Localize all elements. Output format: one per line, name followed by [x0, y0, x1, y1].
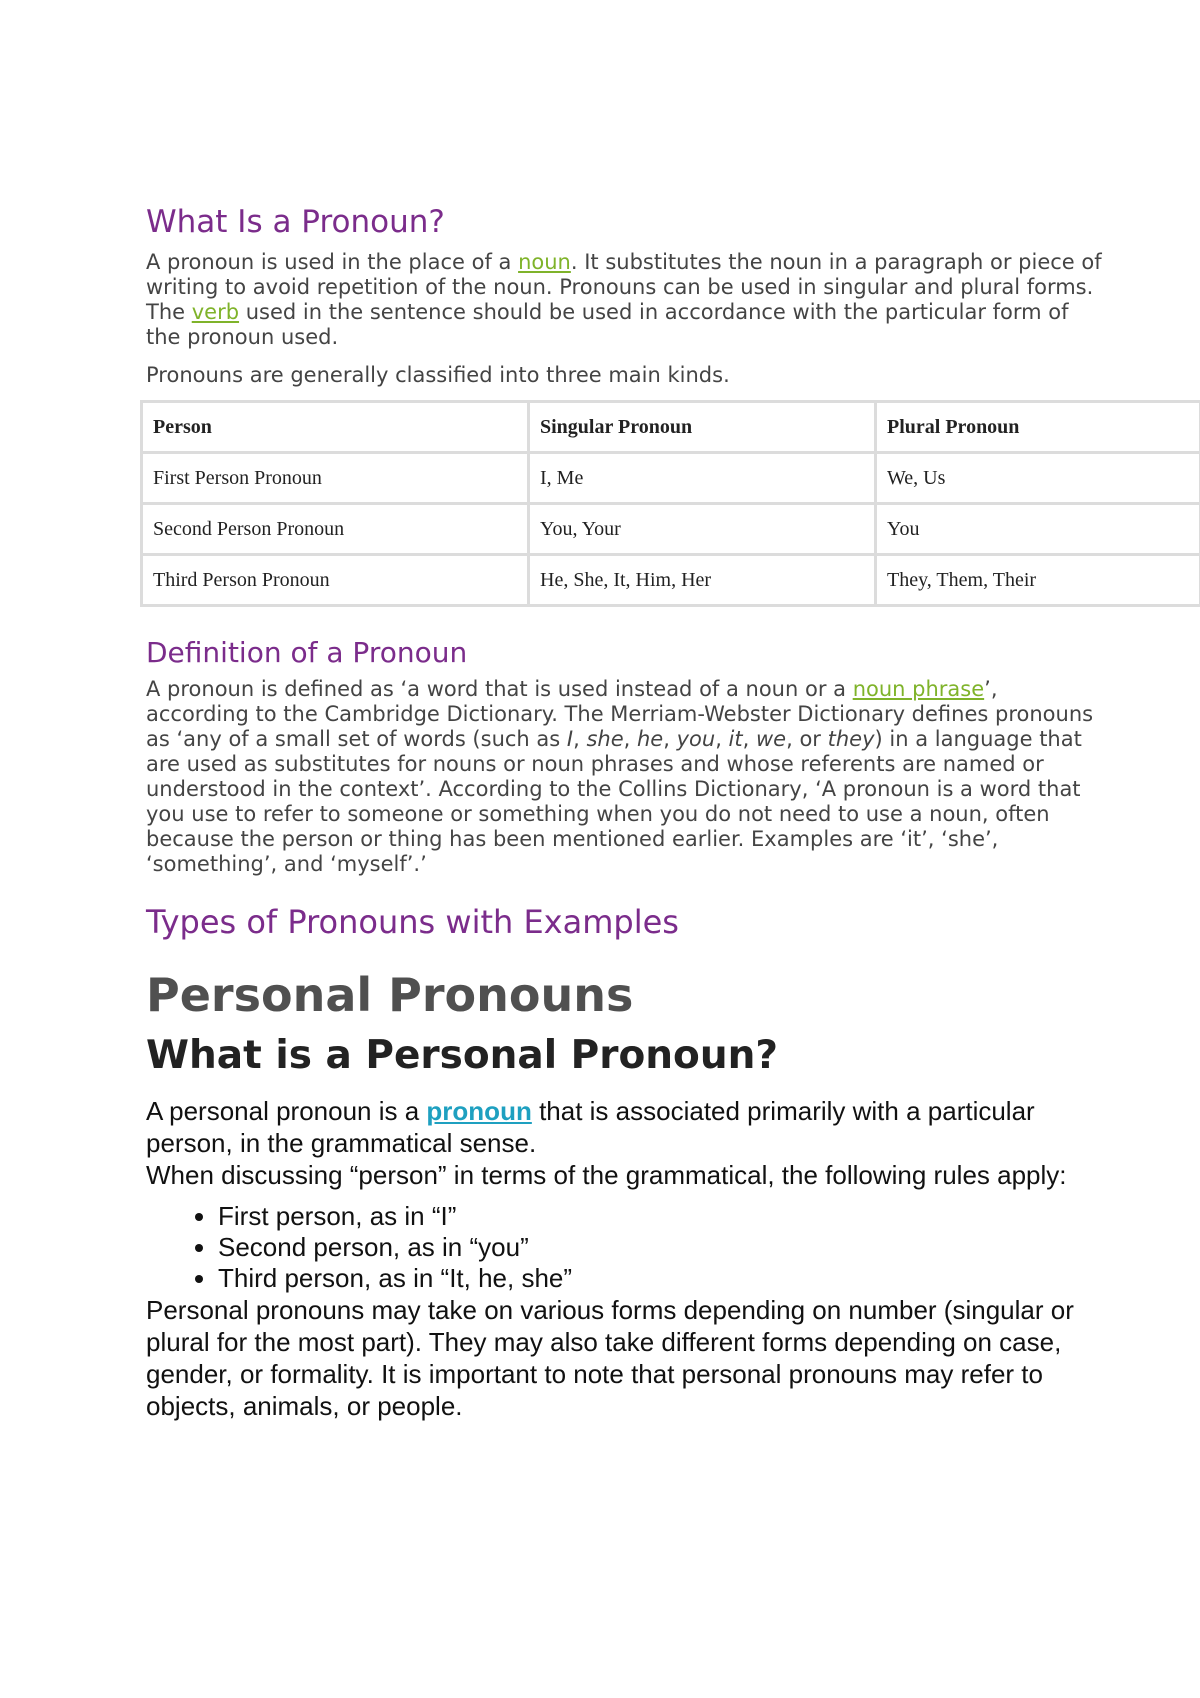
separator: ,: [663, 727, 677, 751]
intro-text-3: used in the sentence should be used in accordance with the particular form of the pronoun used.: [146, 300, 1069, 349]
table-header-cell: Singular Pronoun: [529, 402, 876, 453]
classification-paragraph: Pronouns are generally classified into three main kinds.: [146, 363, 730, 387]
noun-link[interactable]: noun: [518, 250, 571, 274]
table-cell: First Person Pronoun: [142, 453, 529, 504]
person-list: [146, 1201, 1106, 1294]
pp-text-2: that is associated primarily with a particular person, in the grammatical sense.: [146, 1096, 1035, 1158]
example-word: you: [676, 727, 716, 751]
table-cell: You: [876, 504, 1200, 555]
separator: ,: [623, 727, 637, 751]
personal-paragraph-1: [146, 1095, 1106, 1159]
document-content: [146, 202, 1106, 1422]
table-cell: I, Me: [529, 453, 876, 504]
example-word: he: [637, 727, 664, 751]
noun-phrase-link[interactable]: noun phrase: [852, 677, 985, 701]
separator: ,: [742, 727, 756, 751]
table-header-cell: Plural Pronoun: [876, 402, 1200, 453]
heading-what-is-pronoun: What Is a Pronoun?: [146, 204, 445, 240]
definition-paragraph: [146, 677, 1106, 877]
example-word: I: [566, 727, 574, 751]
example-word: it: [728, 727, 743, 751]
table-cell: Second Person Pronoun: [142, 504, 529, 555]
personal-paragraph-2: When discussing “person” in terms of the grammatical, the following rules apply:: [146, 1160, 1067, 1190]
table-cell: Third Person Pronoun: [142, 555, 529, 606]
list-item: • Second person, as in “you”: [218, 1232, 1106, 1263]
separator: ,: [715, 727, 729, 751]
heading-what-is-personal: What is a Personal Pronoun?: [146, 1033, 778, 1078]
heading-personal-pronouns: Personal Pronouns: [146, 968, 634, 1022]
heading-definition: Definition of a Pronoun: [146, 636, 468, 669]
table-cell: You, Your: [529, 504, 876, 555]
heading-types: Types of Pronouns with Examples: [146, 903, 679, 941]
table-row: [142, 453, 1200, 504]
def-text-2: ’, according to the Cambridge Dictionary. The Merriam-Webster Dictionary defines pronouns as ‘any of a small set of words (such as: [146, 677, 1094, 751]
pp-text-1: A personal pronoun is a: [146, 1096, 427, 1126]
pronoun-link[interactable]: pronoun: [426, 1096, 532, 1126]
table-header-cell: Person: [142, 402, 529, 453]
intro-text-2: . It substitutes the noun in a paragraph or piece of writing to avoid repetition of the noun. Pronouns can be used in singular and plural forms. The: [146, 250, 1102, 324]
table-header-row: [142, 402, 1200, 453]
pronoun-table: [140, 400, 1200, 607]
personal-paragraph-3: Personal pronouns may take on various forms depending on number (singular or plural for the most part). They may also take different forms depending on case, gender, or formality. It is important to note that personal pronouns may refer to objects, animals, or people.: [146, 1295, 1074, 1421]
verb-link[interactable]: verb: [191, 300, 240, 324]
intro-text-1: A pronoun is used in the place of a: [146, 250, 519, 274]
list-item: • First person, as in “I”: [218, 1201, 1106, 1232]
table-row: [142, 555, 1200, 606]
def-text-3: ) in a language that are used as substitutes for nouns or noun phrases and whose referents are named or understood in the context’. According to the Collins Dictionary, ‘A pronoun is a word that you use to refer to someone or something when you do not need to use a noun, often because the person or thing has been mentioned earlier. Examples are ‘it’, ‘she’, ‘something’, and ‘myself’.’: [146, 727, 1082, 876]
table-cell: They, Them, Their: [876, 555, 1200, 606]
table-row: [142, 504, 1200, 555]
table-cell: He, She, It, Him, Her: [529, 555, 876, 606]
separator: , or: [786, 727, 828, 751]
def-text-1: A pronoun is defined as ‘a word that is used instead of a noun or a: [146, 677, 853, 701]
example-word: she: [586, 727, 624, 751]
intro-paragraph: [146, 250, 1106, 350]
list-item: • Third person, as in “It, he, she”: [218, 1263, 1106, 1294]
separator: ,: [573, 727, 587, 751]
example-word: we: [755, 727, 787, 751]
example-word: they: [827, 727, 875, 751]
table-cell: We, Us: [876, 453, 1200, 504]
